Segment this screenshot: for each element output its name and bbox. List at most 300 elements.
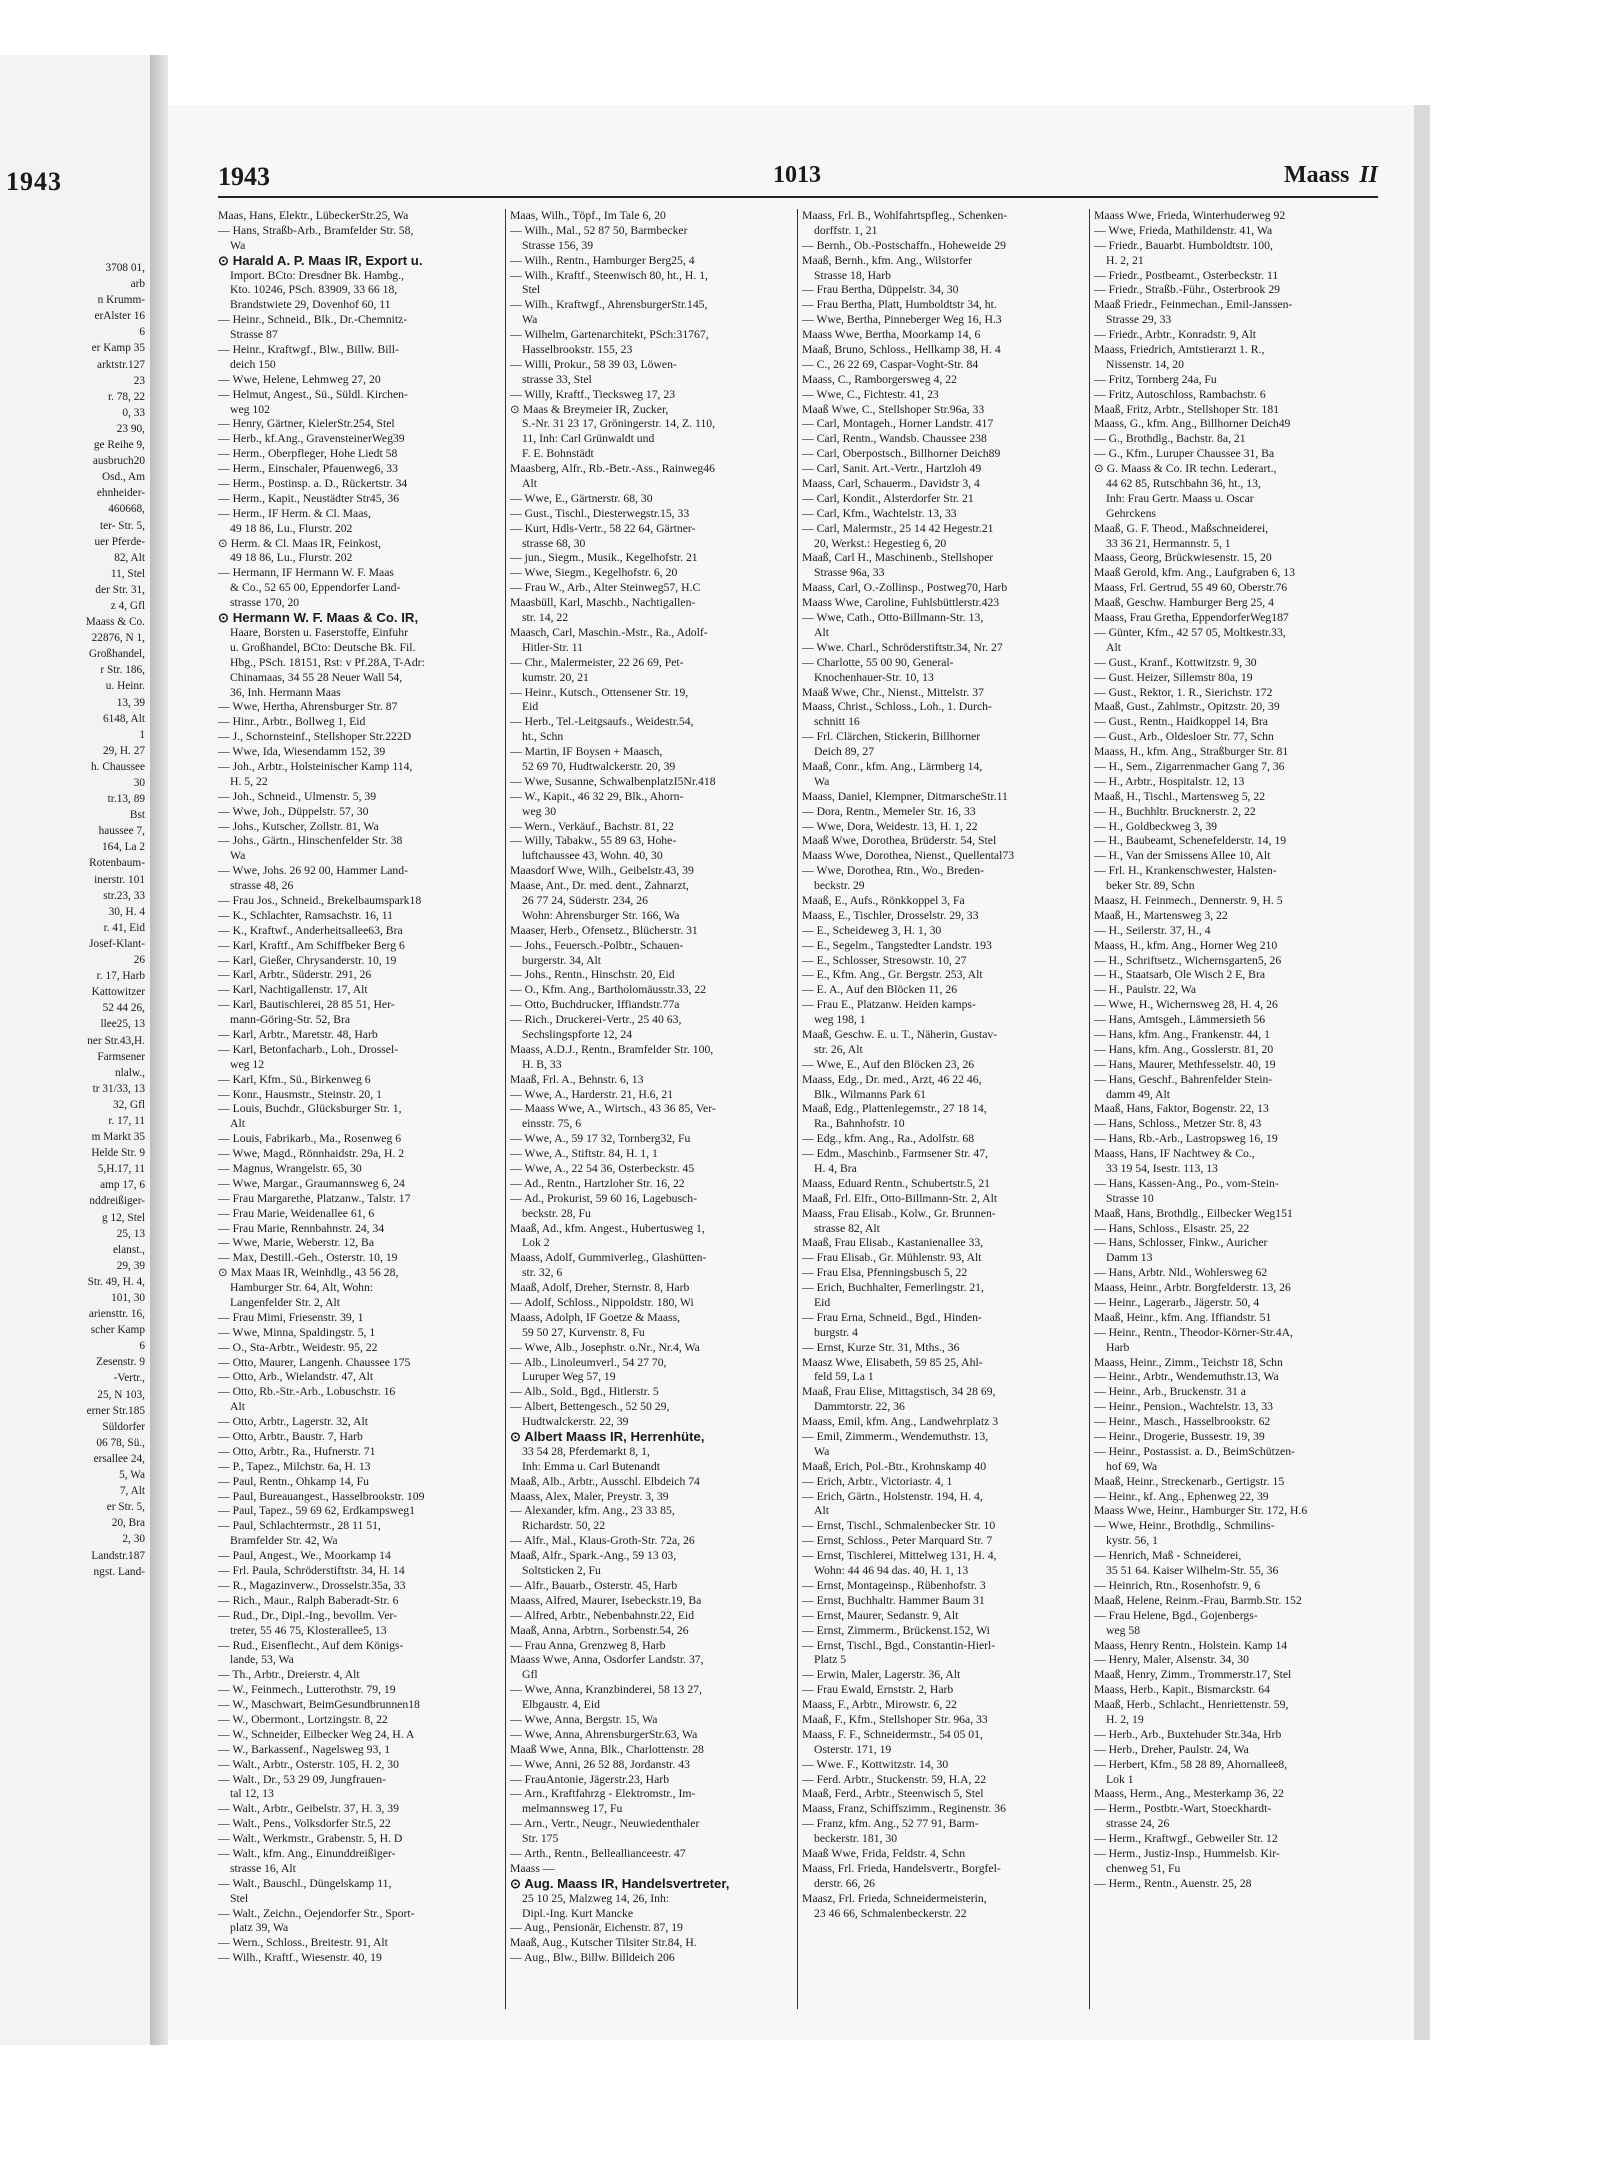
directory-entry-line: 26 77 24, Süderstr. 234, 26 [522,893,648,907]
previous-page-line: ner Str.43,H. [87,1034,145,1047]
directory-entry-line: Maaß, Bernh., kfm. Ang., Wilstorfer [802,253,973,267]
directory-entry-line: — Wwe, Minna, Spaldingstr. 5, 1 [218,1325,376,1339]
directory-entry-line: — Wwe, Bertha, Pinneberger Weg 16, H.3 [802,313,1002,327]
directory-entry-line: — W., Maschwart, BeimGesundbrunnen18 [218,1698,420,1712]
directory-entry-line: — G., Kfm., Luruper Chaussee 31, Ba [1094,447,1275,461]
directory-entry-line: — K., Kraftwf., Anderheitsallee63, Bra [218,923,403,937]
directory-entry-line: Maass, Alfred, Maurer, Isebeckstr.19, Ba [510,1593,702,1607]
previous-page-line: h. Chaussee [91,760,145,773]
directory-entry-line: — Aug., Pensionär, Eichenstr. 87, 19 [510,1921,683,1935]
directory-entry-line: weg 12 [230,1057,265,1071]
previous-page-line: inerstr. 101 [94,873,145,886]
previous-page-line: 82, Alt [114,551,145,564]
directory-entry-line: — H., Staatsarb, Ole Wisch 2 E, Bra [1094,968,1266,982]
directory-entry-line: Richardstr. 50, 22 [522,1519,606,1533]
directory-entry-line: 11, Inh: Carl Grünwaldt und [522,432,655,446]
directory-entry-line: 52 69 70, Hudtwalckerstr. 20, 39 [522,759,676,773]
directory-entry-line: — Hans, kfm. Ang., Frankenstr. 44, 1 [1094,1027,1270,1041]
directory-entry-line: ⊙ Hermann W. F. Maas & Co. IR, [218,611,419,626]
directory-entry-line: u. Großhandel, BCto: Deutsche Bk. Fil. [230,640,416,654]
directory-entry-line: — Max, Destill.-Geh., Osterstr. 10, 19 [218,1251,398,1265]
directory-entry-line: — Walt., Arbtr., Osterstr. 105, H. 2, 30 [218,1757,399,1771]
directory-entry-line: beker Str. 89, Schn [1106,879,1195,893]
directory-entry-line: — E. A., Auf den Blöcken 11, 26 [802,983,958,997]
directory-entry-line: — Walt., Zeichn., Oejendorfer Str., Sport- [218,1906,415,1920]
directory-entry-line: — Joh., Schneid., Ulmenstr. 5, 39 [218,789,377,803]
directory-entry-line: H. 4, Bra [814,1162,857,1175]
directory-entry-line: Maaß, Herb., Schlacht., Henriettenstr. 59, [1094,1698,1289,1712]
directory-entry-line: Maass, Eduard Rentn., Schubertstr.5, 21 [802,1176,990,1190]
directory-entry-line: Maaß, F., Kfm., Stellshoper Str. 96a, 33 [802,1712,988,1726]
directory-entry-line: ⊙ Harald A. P. Maas IR, Export u. [218,253,423,268]
previous-page-line: tr 31/33, 13 [92,1082,145,1095]
directory-entry-line: — Hans, Schloss., Elsastr. 25, 22 [1094,1221,1250,1235]
directory-entry-line: treter, 55 46 75, Klosterallee5, 13 [230,1623,387,1637]
previous-page-line: Landstr.187 [91,1549,145,1562]
directory-entry-line: — W., Feinmech., Lutterothstr. 79, 19 [218,1683,396,1697]
directory-entry-line: Maaß, Adolf, Dreher, Sternstr. 8, Harb [510,1281,690,1295]
directory-entry-line: beckerstr. 181, 30 [814,1832,898,1846]
directory-entry-line: Soltsticken 2, Fu [522,1564,601,1578]
directory-entry-line: — Wwe, Susanne, SchwalbenplatzI5Nr.418 [510,774,716,788]
previous-page-line: scher Kamp [90,1324,145,1337]
directory-entry-line: S.-Nr. 31 23 17, Gröningerstr. 14, Z. 110, [522,417,716,431]
directory-entry-line: — Gust., Kranf., Kottwitzstr. 9, 30 [1094,655,1257,669]
directory-entry-line: — Karl, Bautischlerei, 28 85 51, Her- [218,998,395,1012]
directory-entry-line: Wa [814,1444,830,1458]
directory-entry-line: Haare, Borsten u. Faserstoffe, Einfuhr [230,625,408,639]
directory-entry-line: Wa [522,313,538,327]
directory-entry-line: H. 2, 19 [1106,1712,1144,1726]
previous-page-line: 26 [133,954,145,967]
directory-entry-line: Maass, Frl. B., Wohlfahrtspfleg., Schenken- [802,209,1008,222]
directory-entry-line: chenweg 51, Fu [1106,1861,1181,1875]
page-header [218,160,1378,198]
directory-entry-line: derstr. 66, 26 [814,1876,876,1890]
directory-entry-line: — Hans, Geschf., Bahrenfelder Stein- [1094,1072,1273,1086]
directory-entry-line: — Herm., Einschaler, Pfauenweg6, 33 [218,462,398,476]
directory-entry-line: Strasse 18, Harb [814,268,891,282]
directory-column-4 [1094,209,1377,2009]
directory-entry-line: weg 198, 1 [814,1013,866,1027]
directory-entry-line: 35 51 64. Kaiser Wilhelm-Str. 55, 36 [1106,1564,1279,1578]
directory-entry-line: — Carl, Oberpostsch., Billhorner Deich89 [802,447,1001,461]
directory-entry-line: Maass, F. F., Schneidermstr., 54 05 01, [802,1727,983,1741]
column-rule [1089,209,1090,2009]
directory-entry-line: Maasch, Carl, Maschin.-Mstr., Ra., Adolf- [510,625,708,639]
directory-entry-line: Hasselbrookstr. 155, 23 [522,343,633,357]
directory-entry-line: Maaß, Hans, Brothdlg., Eilbecker Weg151 [1094,1206,1293,1220]
directory-entry-line: — Hans, Schlosser, Finkw., Auricher [1094,1236,1268,1250]
directory-entry-line: Elbgaustr. 4, Eid [522,1698,600,1712]
directory-entry-line: — Johs., Kutscher, Zollstr. 81, Wa [218,819,379,833]
directory-entry-line: beckstr. 29 [814,879,865,893]
directory-entry-line: 44 62 85, Rutschbahn 36, ht., 13, [1106,477,1261,491]
directory-entry-line: burgerstr. 34, Alt [522,953,601,967]
directory-entry-line: — Walt., Bauschl., Düngelskamp 11, [218,1876,392,1890]
directory-entry-line: — E., Scheideweg 3, H. 1, 30 [802,923,942,937]
previous-page-line: 460668, [108,503,145,516]
directory-entry-line: — Hans, Rb.-Arb., Lastropsweg 16, 19 [1094,1132,1278,1146]
directory-entry-line: Deich 89, 27 [814,745,875,759]
previous-page-line: 29, 39 [116,1259,145,1272]
directory-entry-line: — Wwe, Dora, Weidestr. 13, H. 1, 22 [802,819,978,833]
previous-page-line: 13, 39 [116,696,145,709]
directory-column-2 [510,209,793,2009]
previous-page-line: g 12, Stel [102,1211,145,1224]
directory-entry-line: Maass, G., kfm. Ang., Billhorner Deich49 [1094,417,1291,431]
directory-entry-line: — Wwe, Anna, Bergstr. 15, Wa [510,1712,658,1726]
directory-entry-line: — Ernst, Maurer, Sedanstr. 9, Alt [802,1608,959,1622]
directory-entry-line: Strasse 156, 39 [522,238,594,252]
directory-entry-line: F. E. Bohnstädt [522,447,594,461]
directory-entry-line: Maass Wwe, Dorothea, Nienst., Quellental73 [802,849,1015,863]
directory-entry-line: — Otto, Arbtr., Ra., Hufnerstr. 71 [218,1444,376,1458]
directory-entry-line: Kto. 10246, PSch. 83909, 33 66 18, [230,283,398,297]
directory-entry-line: Chinamaas, 34 55 28 Neuer Wall 54, [230,670,403,684]
directory-entry-line: kumstr. 20, 21 [522,670,589,684]
directory-entry-line: — Hans, Amtsgeh., Lämmersieth 56 [1094,1013,1266,1027]
directory-entry-line: Maaß, Edg., Plattenlegemstr., 27 18 14, [802,1102,987,1116]
directory-entry-line: Maaß, Heinr., kfm. Ang. Iffiandstr. 51 [1094,1310,1272,1324]
directory-entry-line: — Wwe, H., Wichernsweg 28, H. 4, 26 [1094,998,1278,1012]
directory-entry-line: Osterstr. 171, 19 [814,1742,892,1756]
directory-entry-line: Maass, C., Ramborgersweg 4, 22 [802,372,957,386]
directory-entry-line: Ra., Bahnhofstr. 10 [814,1117,905,1131]
directory-entry-line: 33 19 54, Isestr. 113, 13 [1106,1162,1218,1175]
directory-entry-line: Maasz Wwe, Elisabeth, 59 85 25, Ahl- [802,1355,983,1369]
directory-entry-line: — Magnus, Wrangelstr. 65, 30 [218,1162,362,1175]
directory-entry-line: platz 39, Wa [230,1921,289,1935]
directory-entry-line: — Wwe, A., Harderstr. 21, H.6, 21 [510,1087,674,1101]
directory-entry-line: ⊙ Maas & Breymeier IR, Zucker, [510,402,669,416]
previous-page-line: Farmsener [97,1050,145,1063]
directory-entry-line: weg 102 [230,402,270,416]
directory-entry-line: Maaser, Herb., Ofensetz., Blücherstr. 31 [510,923,698,937]
previous-page-line: uer Pferde- [94,535,145,548]
previous-page-line: ter- Str. 5, [100,519,145,532]
directory-entry-line: — Frau Jos., Schneid., Brekelbaumspark18 [218,893,422,907]
previous-page-line: 30, H. 4 [108,905,145,918]
directory-entry-line: — Frau Marie, Rennbahnstr. 24, 34 [218,1221,385,1235]
previous-page-line: 6148, Alt [102,712,145,725]
directory-entry-line: weg 58 [1106,1623,1141,1637]
directory-entry-line: — Heinrich, Rtn., Rosenhofstr. 9, 6 [1094,1578,1261,1592]
directory-entry-line: — Wilh., Mal., 52 87 50, Barmbecker [510,223,688,237]
directory-entry-line: — Otto, Arbtr., Lagerstr. 32, Alt [218,1415,368,1429]
directory-entry-line: 20, Werkst.: Hegestieg 6, 20 [814,536,947,550]
directory-entry-line: Inh: Emma u. Carl Butenandt [522,1459,660,1473]
directory-entry-line: — W., Barkassenf., Nagelsweg 93, 1 [218,1742,391,1756]
directory-columns [218,209,1378,2009]
directory-entry-line: — Ernst, Tischl., Bgd., Constantin-Hierl- [802,1638,996,1652]
directory-entry-line: — Johs., Gärtn., Hinschenfelder Str. 38 [218,834,403,848]
previous-page-line: u. Heinr. [105,680,145,693]
directory-entry-line: Maass, Christ., Schloss., Loh., 1. Durch- [802,700,992,714]
previous-page-line: 5, Wa [119,1469,145,1482]
directory-entry-line: Maaß, Hans, Faktor, Bogenstr. 22, 13 [1094,1102,1269,1116]
directory-entry-line: Maaß, H., Martensweg 3, 22 [1094,908,1228,922]
directory-entry-line: — Wwe, E., Gärtnerstr. 68, 30 [510,491,653,505]
directory-entry-line: — Herm., Postbtr.-Wart, Stoeckhardt- [1094,1802,1272,1816]
directory-entry-line: Alt [814,1504,829,1518]
directory-entry-line: Maass, Emil, kfm. Ang., Landwehrplatz 3 [802,1415,999,1429]
previous-page-line: -Vertr., [113,1372,145,1385]
directory-entry-line: Lok 2 [522,1236,550,1250]
directory-entry-line: — Karl, Arbtr., Maretstr. 48, Harb [218,1027,378,1041]
directory-entry-line: — Edm., Maschinb., Farmsener Str. 47, [802,1147,989,1161]
directory-entry-line: — Chr., Malermeister, 22 26 69, Pet- [510,655,684,669]
directory-entry-line: — Herb., kf.Ang., GravensteinerWeg39 [218,432,405,446]
directory-entry-line: — H., Sem., Zigarrenmacher Gang 7, 36 [1094,759,1285,773]
directory-entry-line: — Otto, Arb., Wielandstr. 47, Alt [218,1370,374,1384]
previous-page-line: haussee 7, [98,825,145,838]
previous-page-line: m Markt 35 [91,1131,145,1144]
previous-page-line: 5,H.17, 11 [97,1163,145,1176]
directory-entry-line: Wa [230,238,246,252]
directory-entry-line: Maaß, Heinr., Streckenarb., Gertigstr. 15 [1094,1474,1285,1488]
directory-entry-line: — Edg., kfm. Ang., Ra., Adolfstr. 68 [802,1132,975,1146]
directory-entry-line: — Heinr., Pension., Wachtelstr. 13, 33 [1094,1400,1274,1414]
directory-entry-line: — Willy, Kraftf., Tiecksweg 17, 23 [510,387,676,401]
directory-entry-line: Nissenstr. 14, 20 [1106,357,1184,371]
directory-entry-line: — Walt., Werkmstr., Grabenstr. 5, H. D [218,1832,403,1846]
previous-page-line: r. 17, Harb [96,970,145,983]
directory-entry-line: weg 30 [522,804,557,818]
directory-entry-line: — Adolf, Schloss., Nippoldstr. 180, Wi [510,1296,694,1310]
directory-entry-line: lande, 53, Wa [230,1653,294,1667]
previous-page-line: Kattowitzer [91,986,145,999]
directory-entry-line: beckstr. 28, Fu [522,1206,591,1220]
directory-entry-line: damm 49, Alt [1106,1087,1170,1101]
directory-entry-line: — P., Tapez., Milchstr. 6a, H. 13 [218,1459,371,1473]
directory-entry-line: str. 26, Alt [814,1042,863,1056]
directory-entry-line: Maaß, Ferd., Arbtr., Steenwisch 5, Stel [802,1787,984,1801]
book-gutter [150,55,168,2045]
directory-entry-line: Wa [230,849,246,863]
directory-entry-line: Gehrckens [1106,506,1156,520]
previous-page-line: er Str. 5, [106,1501,145,1514]
directory-entry-line: Maasz, Frl. Frieda, Schneidermeisterin, [802,1891,987,1905]
directory-entry-line: ⊙ Max Maas IR, Weinhdlg., 43 56 28, [218,1266,399,1280]
directory-entry-line: — Louis, Buchdr., Glücksburger Str. 1, [218,1102,402,1116]
previous-page-line: 0, 33 [122,406,145,419]
directory-entry-line: — Herm., Justiz-Insp., Hummelsb. Kir- [1094,1846,1280,1860]
directory-entry-line: — G., Brothdlg., Bachstr. 8a, 21 [1094,432,1246,446]
directory-entry-line: 36, Inh. Hermann Maas [230,685,341,699]
directory-entry-line: — E., Kfm. Ang., Gr. Bergstr. 253, Alt [802,968,983,982]
directory-entry-line: Alt [522,477,537,491]
directory-entry-line: 49 18 86, Lu., Flurstr. 202 [230,551,353,565]
previous-page-line: 101, 30 [111,1292,145,1304]
directory-entry-line: strasse 68, 30 [522,536,586,550]
directory-entry-line: Maaß, Fritz, Arbtr., Stellshoper Str. 181 [1094,402,1280,416]
previous-page-line: erAlster 16 [94,310,145,323]
directory-entry-line: Eid [814,1296,831,1310]
directory-entry-line: deich 150 [230,357,276,371]
directory-entry-line: Maass, Frau Elisab., Kolw., Gr. Brunnen- [802,1206,996,1220]
directory-entry-line: — Walt., Pens., Volksdorfer Str.5, 22 [218,1817,391,1831]
previous-page-line: ausbruch20 [92,455,145,468]
directory-entry-line: Maas, Hans, Elektr., LübeckerStr.25, Wa [218,209,409,222]
directory-entry-line: Alt [1106,640,1121,654]
directory-entry-line: — Alb., Sold., Bgd., Hitlerstr. 5 [510,1385,659,1399]
directory-entry-line: Maaß, Anna, Arbtrn., Sorbenstr.54, 26 [510,1623,689,1637]
directory-entry-line: Gfl [522,1668,538,1682]
directory-entry-line: — Herm., IF Herm. & Cl. Maas, [218,506,371,520]
directory-entry-line: — Ad., Prokurist, 59 60 16, Lagebusch- [510,1191,697,1205]
directory-entry-line: Platz 5 [814,1653,847,1667]
directory-entry-line: — Franz, kfm. Ang., 52 77 91, Barm- [802,1817,979,1831]
directory-entry-line: — Frau Bertha, Platt, Humboldtstr 34, ht. [802,298,997,312]
directory-entry-line: Maass — [510,1861,555,1875]
directory-entry-line: Maaß, Gust., Zahlmstr., Opitzstr. 20, 39 [1094,700,1280,714]
directory-entry-line: Maass, Georg, Brückwiesenstr. 15, 20 [1094,551,1272,565]
directory-entry-line: — Wwe, Helene, Lehmweg 27, 20 [218,372,381,386]
previous-page-line: 32, Gfl [112,1098,145,1111]
directory-entry-line: — O., Sta-Arbtr., Weidestr. 95, 22 [218,1340,378,1354]
directory-entry-line: — Dora, Rentn., Memeler Str. 16, 33 [802,804,976,818]
directory-entry-line: Strasse 87 [230,328,278,342]
directory-entry-line: Maaß, G. F. Theod., Maßschneiderei, [1094,521,1269,535]
directory-entry-line: — Alfr., Mal., Klaus-Groth-Str. 72a, 26 [510,1534,695,1548]
directory-entry-line: Maaß Wwe, Anna, Blk., Charlottenstr. 28 [510,1742,704,1756]
directory-column-1 [218,209,501,2009]
directory-entry-line: Maaß, Frau Elisab., Kastanienallee 33, [802,1236,984,1250]
previous-page-year: 1943 [6,167,62,196]
directory-entry-line: — Erich, Buchhalter, Femerlingstr. 21, [802,1281,984,1295]
directory-entry-line: Maaß, Conr., kfm. Ang., Lärmberg 14, [802,759,983,773]
directory-entry-line: — Charlotte, 55 00 90, General- [802,655,954,669]
directory-entry-line: — Emil, Zimmerm., Wendemuthstr. 13, [802,1430,989,1444]
directory-entry-line: Maaß, Geschw. Hamburger Berg 25, 4 [1094,596,1274,610]
previous-page-line: elanst., [113,1243,145,1256]
volume-number: II [1359,162,1378,188]
directory-entry-line: — Heinr., Schneid., Blk., Dr.-Chemnitz- [218,313,408,327]
directory-entry-line: — C., 26 22 69, Caspar-Voght-Str. 84 [802,357,979,371]
directory-entry-line: Maaß, Geschw. E. u. T., Näherin, Gustav- [802,1027,998,1041]
directory-entry-line: — Herm., Rentn., Auenstr. 25, 28 [1094,1876,1252,1890]
directory-entry-line: Maaß, Henry, Zimm., Trommerstr.17, Stel [1094,1668,1292,1682]
directory-entry-line: — Herbert, Kfm., 58 28 89, Ahornallee8, [1094,1757,1288,1771]
directory-entry-line: — O., Kfm. Ang., Bartholomäusstr.33, 22 [510,983,707,997]
directory-entry-line: — Friedr., Straßb.-Führ., Osterbrook 29 [1094,283,1281,297]
directory-entry-line: Maaß, Aug., Kutscher Tilsiter Str.84, H. [510,1936,697,1950]
directory-entry-line: — E., Schlosser, Stresowstr. 10, 27 [802,953,967,967]
directory-entry-line: Maaß, H., Tischl., Martensweg 5, 22 [1094,789,1266,803]
directory-entry-line: — Wilhelm, Gartenarchitekt, PSch:31767, [510,328,709,342]
directory-entry-line: — W., Kapit., 46 32 29, Blk., Ahorn- [510,789,684,803]
directory-entry-line: — Wwe, Cath., Otto-Billmann-Str. 13, [802,611,984,625]
directory-entry-line: Maaß, Alb., Arbtr., Ausschl. Elbdeich 74 [510,1474,700,1488]
directory-entry-line: — jun., Siegm., Musik., Kegelhofstr. 21 [510,551,698,565]
directory-entry-line: ⊙ G. Maass & Co. IR techn. Lederart., [1094,462,1277,476]
directory-entry-line: — Rud., Eisenflecht., Auf dem Königs- [218,1638,404,1652]
directory-entry-line: — Rud., Dr., Dipl.-Ing., bevollm. Ver- [218,1608,398,1622]
directory-entry-line: Wohn: Ahrensburger Str. 166, Wa [522,908,680,922]
directory-entry-line: — Willi, Prokur., 58 39 03, Löwen- [510,357,677,371]
previous-page-line: arktstr.127 [96,358,145,371]
directory-entry-line: Maass Wwe, Bertha, Moorkamp 14, 6 [802,328,981,342]
directory-entry-line: Knochenhauer-Str. 10, 13 [814,670,934,684]
previous-page-line: 23 90, [116,422,145,435]
previous-page-line: Großhandel, [88,648,145,661]
directory-entry-line: Maass, Hans, IF Nachtwey & Co., [1094,1147,1255,1161]
directory-entry-line: — Gust. Heizer, Sillemstr 80a, 19 [1094,670,1253,684]
previous-page-strip [0,55,153,2045]
previous-page-line: tr.13, 89 [107,793,145,806]
directory-entry-line: Maaß, E., Aufs., Rönkkoppel 3, Fa [802,893,965,907]
directory-entry-line: — Herb., Tel.-Leitgsaufs., Weidestr.54, [510,715,694,729]
directory-entry-line: strasse 16, Alt [230,1861,296,1875]
directory-page [168,105,1430,2040]
directory-entry-line: — H., Seilerstr. 37, H., 4 [1094,923,1211,937]
directory-entry-line: — Maass Wwe, A., Wirtsch., 43 36 85, Ver- [510,1102,716,1116]
directory-entry-line: — H., Buchhltr. Brucknerstr. 2, 22 [1094,804,1256,818]
directory-entry-line: — Carl, Malermstr., 25 14 42 Hegestr.21 [802,521,994,535]
directory-entry-line: — Louis, Fabrikarb., Ma., Rosenweg 6 [218,1132,402,1146]
previous-page-text [0,260,145,1580]
directory-entry-line: — Günter, Kfm., 42 57 05, Moltkestr.33, [1094,625,1286,639]
directory-entry-line: — Ernst, Tischl., Schmalenbecker Str. 10 [802,1519,996,1533]
directory-entry-line: — Gust., Rektor, 1. R., Sierichstr. 172 [1094,685,1273,699]
previous-page-line: Rotenbaum- [89,857,145,870]
directory-entry-line: — Frau W., Arb., Alter Steinweg57, H.C [510,581,701,595]
directory-entry-line: — Carl, Montageh., Horner Landstr. 417 [802,417,994,431]
previous-page-line: erner Str.185 [86,1404,145,1417]
directory-entry-line: Maass Wwe, Frieda, Winterhuderweg 92 [1094,209,1286,222]
directory-entry-line: — Paul, Tapez., 59 69 62, Erdkampsweg1 [218,1504,415,1518]
directory-entry-line: — Heinr., kf. Ang., Ephenweg 22, 39 [1094,1489,1269,1503]
directory-entry-line: Maaß, Helene, Reinm.-Frau, Barmb.Str. 152 [1094,1593,1302,1607]
directory-entry-line: Hitler-Str. 11 [522,640,584,654]
previous-page-line: r. 17, 11 [108,1114,145,1127]
directory-entry-line: — Carl, Kfm., Wachtelstr. 13, 33 [802,506,957,520]
previous-page-line: 6 [139,1340,145,1353]
directory-entry-line: — Aug., Blw., Billw. Billdeich 206 [510,1951,675,1965]
directory-entry-line: Maass Wwe, Caroline, Fuhlsbüttlerstr.423 [802,596,1000,610]
directory-entry-line: str. 32, 6 [522,1266,563,1280]
directory-entry-line: — Ernst, Buchhaltr. Hammer Baum 31 [802,1593,985,1607]
previous-page-line: Maass & Co. [85,616,145,629]
previous-page-line: ngst. Land- [93,1565,145,1578]
directory-entry-line: — Wwe, Anni, 26 52 88, Jordanstr. 43 [510,1757,690,1771]
directory-entry-line: Strasse 10 [1106,1191,1154,1205]
directory-entry-line: — Otto, Maurer, Langenh. Chaussee 175 [218,1355,411,1369]
directory-entry-line: — Henry, Gärtner, KielerStr.254, Stel [218,417,395,431]
directory-entry-line: Maass, Adolph, IF Goetze & Maass, [510,1310,681,1324]
directory-entry-line: — Frl. H., Krankenschwester, Halsten- [1094,864,1277,878]
directory-entry-line: ⊙ Aug. Maass IR, Handelsvertreter, [510,1876,730,1891]
directory-entry-line: — Walt., Arbtr., Geibelstr. 37, H. 3, 39 [218,1802,399,1816]
previous-page-line: 06 78, Sü., [96,1436,145,1449]
directory-entry-line: — Frau Bertha, Düppelstr. 34, 30 [802,283,959,297]
directory-entry-line: — Johs., Rentn., Hinschstr. 20, Eid [510,968,675,982]
directory-entry-line: — FrauAntonie, Jägerstr.23, Harb [510,1772,670,1786]
directory-entry-line: — Wwe, E., Auf den Blöcken 23, 26 [802,1057,975,1071]
directory-entry-line: Maass, Franz, Schiffszimm., Reginenstr. 36 [802,1802,1006,1816]
directory-entry-line: Maass Wwe, Anna, Osdorfer Landstr. 37, [510,1653,704,1667]
directory-entry-line: — J., Schornsteinf., Stellshoper Str.222D [218,730,412,744]
directory-entry-line: Maasdorf Wwe, Wilh., Geibelstr.43, 39 [510,864,694,878]
directory-entry-line: 49 18 86, Lu., Flurstr. 202 [230,521,353,535]
directory-entry-line: — Otto, Rb.-Str.-Arb., Lobuschstr. 16 [218,1385,396,1399]
directory-entry-line: — Heinr., Rentn., Theodor-Körner-Str.4A, [1094,1325,1293,1339]
directory-entry-line: — Heinr., Kraftwgf., Blw., Billw. Bill- [218,343,399,357]
directory-entry-line: ⊙ Albert Maass IR, Herrenhüte, [510,1430,705,1445]
directory-entry-line: strasse 24, 26 [1106,1817,1170,1831]
directory-entry-line: — Karl, Gießer, Chrysanderstr. 10, 19 [218,953,397,967]
